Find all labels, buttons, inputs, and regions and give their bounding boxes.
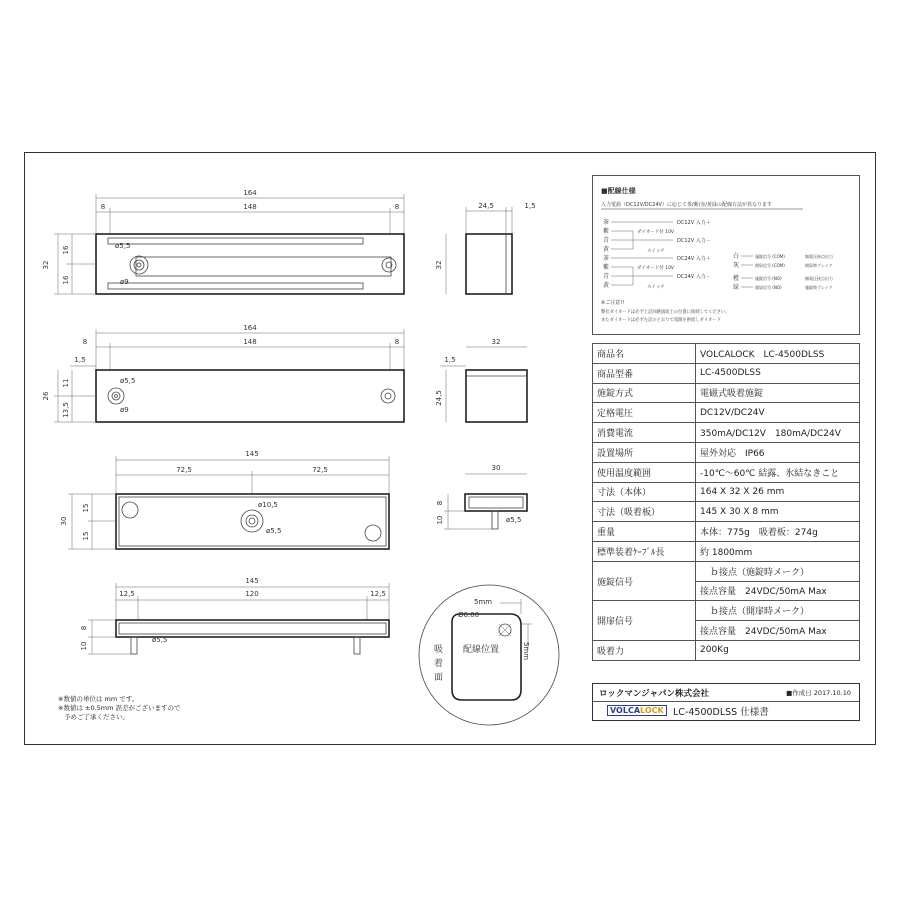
spec-key: 設置場所 [593,442,696,462]
wire-a-2: 紫 [603,228,610,235]
spec-value: 350mA/DC12V 180mA/DC24V [696,423,860,443]
top-side-height-dim: 32 [435,260,443,270]
signal-desc-4: 施錠時ブレイク [805,285,833,290]
spec-row [593,482,860,502]
spec-key: 商品名 [593,344,696,364]
front-total-dim: 164 [243,324,257,332]
spec-key: 標準装着ｹｰﾌﾞﾙ長 [593,541,696,561]
spec-value: 接点容量 24VDC/50mA Max [696,581,860,601]
plate-front-total-dim: 145 [245,577,259,585]
note-line-2: ※数値は ±0.5mm 誤差がございますので [58,704,181,712]
signal-desc-2: 開扉時ブレイク [805,263,833,268]
detail-face-label-1: 吸 [434,645,444,655]
wiring-subtitle: 入力電源（DC12V/DC24V）に応じて茶/紫/赤/黄緑の配線方法が異なります [601,202,772,208]
signal-label-1: 施錠信号 (COM) [755,254,785,259]
wire-a-label-3: DC12V 入力－ [677,238,711,244]
top-h1-dim: 16 [62,245,70,255]
spec-row [593,522,860,542]
caution-line-1: 弊社ダイオードは必ず上記回路図面上の位置に接続してください。 [601,310,730,315]
spec-value: -10℃～60℃ 結露、氷結なきこと [696,462,860,482]
front-side-depth-dim: 24,5 [435,390,443,406]
top-h2-dim: 16 [62,275,70,285]
spec-value: 電磁式吸着施錠 [696,383,860,403]
spec-table [592,343,860,661]
wire-b-3: 青 [603,273,610,280]
spec-value: 約 1800mm [696,541,860,561]
plate-total-dim: 145 [245,450,259,458]
spec-row [593,640,860,660]
front-hole-small-label: ø9 [120,406,129,414]
top-total-dim: 164 [243,189,257,197]
spec-value: DC12V/DC24V [696,403,860,423]
plate-front-view [80,577,389,654]
detail-face-label-2: 着 [434,659,444,669]
spec-row [593,363,860,383]
spec-row [593,423,860,443]
plate-left-dim: 72,5 [176,466,192,474]
wiring-title: ■配線仕様 [601,187,636,195]
plate-front-h1-dim: 8 [80,625,88,631]
plate-h1-dim: 15 [82,503,90,513]
wire-b-4: 黄 [603,282,610,289]
spec-value: VOLCALOCK LC-4500DLSS [696,344,860,364]
front-h2-dim: 13,5 [62,402,70,418]
title-block-title-row [593,701,859,720]
spec-row [593,541,860,561]
front-side-width-dim: 32 [491,338,501,346]
spec-row [593,442,860,462]
spec-value: 145 X 30 X 8 mm [696,502,860,522]
front-side-lip-dim: 1,5 [444,356,456,364]
plate-right-dim: 72,5 [312,466,328,474]
spec-key: 吸着力 [593,640,696,660]
top-left-dim: 8 [100,203,106,211]
front-left-dim: 8 [82,338,88,346]
top-right-dim: 8 [394,203,400,211]
plate-h2-dim: 15 [82,531,90,541]
wire-b-label-2: ダイオード付 10V [637,266,675,271]
spec-row [593,561,860,581]
spec-row [593,502,860,522]
detail-hole-label: Ø6.00 [458,611,480,619]
top-side-depth-dim: 24,5 [478,202,494,210]
front-hole-large-label: ø5,5 [120,377,136,385]
front-offset-dim: 1,5 [74,356,86,364]
spec-row [593,344,860,364]
wire-b-label-4: スイッチ [647,285,665,290]
caution-line-2: またダイオードは必ず左記のとおりで電源を供給しダイオード [601,318,721,323]
spec-key: 消費電流 [593,423,696,443]
front-height-dim: 26 [42,391,50,401]
plate-side-view [436,464,527,529]
plate-side-h1-dim: 8 [436,500,444,506]
wire-a-label-4: スイッチ [647,249,665,254]
wiring-diagram [593,176,859,334]
wire-a-1: 茶 [603,219,610,226]
spec-sheet-title: LC-4500DLSS 仕様書 [673,707,769,718]
signal-desc-3: 無電圧接点出力 [805,276,833,281]
plate-side-hole-label: ø5,5 [506,516,522,524]
company-name: ロックマンジャパン株式会社 [599,689,709,699]
top-hole-small-label: ø9 [120,278,129,286]
plate-front-center-dim: 120 [245,590,259,598]
front-view [42,324,404,422]
signal-wire-2: 灰 [733,262,740,269]
spec-key: 施錠方式 [593,383,696,403]
spec-value: 本体：775g 吸着板：274g [696,522,860,542]
spec-key: 寸法（吸着板） [593,502,696,522]
note-line-3: 予めご了承ください。 [64,713,129,721]
created-date: ■作成日 2017.10.10 [786,689,851,697]
signal-wire-1: 白 [733,253,740,260]
spec-key: 施錠信号 [593,561,696,601]
spec-key: 開扉信号 [593,601,696,641]
top-hole-large-label: ø5,5 [115,242,131,250]
spec-row [593,462,860,482]
plate-hole-small-label: ø5,5 [266,527,282,535]
top-side-lip-dim: 1,5 [524,202,536,210]
spec-key: 使用温度範囲 [593,462,696,482]
signal-desc-1: 無電圧接点出力 [805,254,833,259]
spec-key: 重量 [593,522,696,542]
front-h1-dim: 11 [62,378,70,388]
wiring-spec-box [592,175,860,335]
caution-title: ※ご注意!! [601,300,625,306]
plate-side-h2-dim: 10 [436,515,444,525]
plate-front-h2-dim: 10 [80,641,88,651]
wire-a-label-1: DC12V 入力＋ [677,220,711,226]
spec-value: 164 X 32 X 26 mm [696,482,860,502]
top-height-dim: 32 [42,260,50,270]
plate-height-dim: 30 [60,516,68,526]
spec-key: 寸法（本体） [593,482,696,502]
wire-a-label-2: ダイオード付 10V [637,230,675,235]
plate-front-hole-label: ø5,5 [152,636,168,644]
spec-row [593,383,860,403]
front-side-view [435,338,527,422]
detail-top-dim: 5mm [474,598,493,606]
signal-wire-4: 緑 [733,284,740,291]
spec-value: ｂ接点（開扉時メーク） [696,601,860,621]
wire-b-1: 茶 [603,255,610,262]
wire-a-3: 青 [603,237,610,244]
signal-label-4: 開扉信号 (NO) [755,285,782,290]
spec-key: 商品型番 [593,363,696,383]
top-center-dim: 148 [243,203,257,211]
front-right-dim: 8 [394,338,400,346]
plate-side-width-dim: 30 [491,464,501,472]
plate-front-left-dim: 12,5 [119,590,135,598]
spec-value: 接点容量 24VDC/50mA Max [696,621,860,641]
wire-b-label-3: DC24V 入力－ [677,274,711,280]
title-block [592,683,860,721]
spec-row [593,601,860,621]
notes [58,695,181,722]
signal-wire-3: 橙 [733,275,740,282]
plate-view [60,450,389,549]
top-side-view [435,202,536,294]
detail-position-label: 配線位置 [463,645,500,655]
plate-front-right-dim: 12,5 [370,590,386,598]
spec-value: ｂ接点（施錠時メーク） [696,561,860,581]
wire-a-4: 黄 [603,246,610,253]
spec-value: 200Kg [696,640,860,660]
spec-row [593,403,860,423]
signal-label-3: 施錠信号 (NO) [755,276,782,281]
top-view [42,189,404,294]
signal-label-2: 開扉信号 (COM) [755,263,785,268]
spec-key: 定格電圧 [593,403,696,423]
wire-position-detail [419,585,559,725]
volcalock-logo: VOLCALOCK [607,705,667,716]
plate-hole-large-label: ø10,5 [258,501,278,509]
detail-side-dim: 5mm [522,642,530,661]
spec-value: LC-4500DLSS [696,363,860,383]
front-center-dim: 148 [243,338,257,346]
detail-face-label-3: 面 [434,673,444,683]
wire-b-2: 紫 [603,264,610,271]
spec-value: 屋外対応 IP66 [696,442,860,462]
wire-b-label-1: DC24V 入力＋ [677,256,711,262]
note-line-1: ※数値の単位は mm です。 [58,695,139,703]
title-block-header [593,684,859,702]
